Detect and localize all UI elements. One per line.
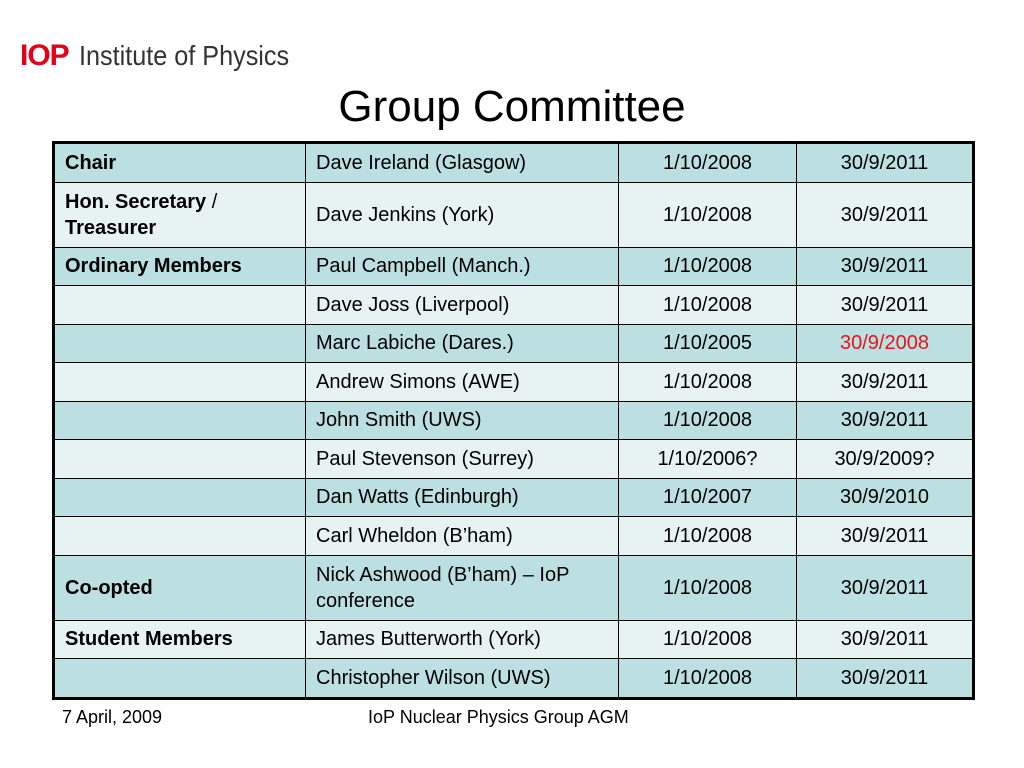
member-cell: Dave Ireland (Glasgow) [306,143,619,183]
end-date-cell: 30/9/2011 [797,182,974,247]
logo-mark: IOP [20,39,69,72]
start-date-cell: 1/10/2008 [619,517,797,556]
end-date-cell: 30/9/2009? [797,440,974,479]
role-cell [54,182,306,247]
member-cell: Paul Campbell (Manch.) [306,247,619,286]
role-label: Hon. Secretary [65,190,207,213]
table-row [54,620,974,659]
role-cell [54,401,306,440]
member-cell: Dave Joss (Liverpool) [306,286,619,325]
table-row [54,324,974,363]
role-label: Ordinary Members [65,255,242,278]
member-cell: Marc Labiche (Dares.) [306,324,619,363]
table-row [54,247,974,286]
start-date-cell: 1/10/2008 [619,143,797,183]
page-title: Group Committee [338,82,686,131]
start-date-cell: 1/10/2008 [619,659,797,699]
role-cell [54,517,306,556]
end-date-cell: 30/9/2011 [797,620,974,659]
end-date-cell: 30/9/2011 [797,555,974,620]
member-cell: Dan Watts (Edinburgh) [306,478,619,517]
start-date-cell: 1/10/2008 [619,555,797,620]
member-cell: Dave Jenkins (York) [306,182,619,247]
table-row [54,286,974,325]
member-cell: Nick Ashwood (B’ham) – IoP conference [306,555,619,620]
start-date-cell: 1/10/2008 [619,363,797,402]
member-cell: John Smith (UWS) [306,401,619,440]
start-date-cell: 1/10/2008 [619,401,797,440]
start-date-cell: 1/10/2007 [619,478,797,517]
committee-table [52,141,975,700]
role-cell [54,478,306,517]
table-row [54,517,974,556]
member-cell: Carl Wheldon (B’ham) [306,517,619,556]
role-cell [54,620,306,659]
end-date-cell: 30/9/2011 [797,247,974,286]
end-date-cell: 30/9/2011 [797,286,974,325]
role-label-continued: Treasurer [65,216,157,239]
table-row [54,143,974,183]
role-label: Student Members [65,628,233,651]
table-row [54,440,974,479]
end-date-cell: 30/9/2011 [797,659,974,699]
footer-title: IoP Nuclear Physics Group AGM [368,707,629,727]
end-date-cell: 30/9/2011 [797,363,974,402]
footer-date: 7 April, 2009 [62,707,163,727]
end-date-cell: 30/9/2011 [797,517,974,556]
member-cell: Paul Stevenson (Surrey) [306,440,619,479]
start-date-cell: 1/10/2008 [619,286,797,325]
role-cell [54,324,306,363]
start-date-cell: 1/10/2008 [619,620,797,659]
start-date-cell: 1/10/2008 [619,182,797,247]
role-cell [54,286,306,325]
table-row [54,478,974,517]
table-row [54,401,974,440]
logo-text: Institute of Physics [78,40,289,71]
member-cell: Christopher Wilson (UWS) [306,659,619,699]
start-date-cell: 1/10/2008 [619,247,797,286]
role-label: Co-opted [65,576,153,599]
table-row [54,555,974,620]
start-date-cell: 1/10/2006? [619,440,797,479]
role-label: Chair [65,151,117,174]
table-row [54,659,974,699]
role-cell [54,143,306,183]
role-cell [54,247,306,286]
end-date-cell-expired: 30/9/2008 [797,324,974,363]
iop-logo [20,36,312,76]
role-cell [54,363,306,402]
role-cell [54,659,306,699]
table-row [54,363,974,402]
table-row [54,182,974,247]
role-separator: / [206,190,218,213]
member-cell: Andrew Simons (AWE) [306,363,619,402]
start-date-cell: 1/10/2005 [619,324,797,363]
member-cell: James Butterworth (York) [306,620,619,659]
end-date-cell: 30/9/2010 [797,478,974,517]
role-cell [54,555,306,620]
role-cell [54,440,306,479]
end-date-cell: 30/9/2011 [797,143,974,183]
end-date-cell: 30/9/2011 [797,401,974,440]
